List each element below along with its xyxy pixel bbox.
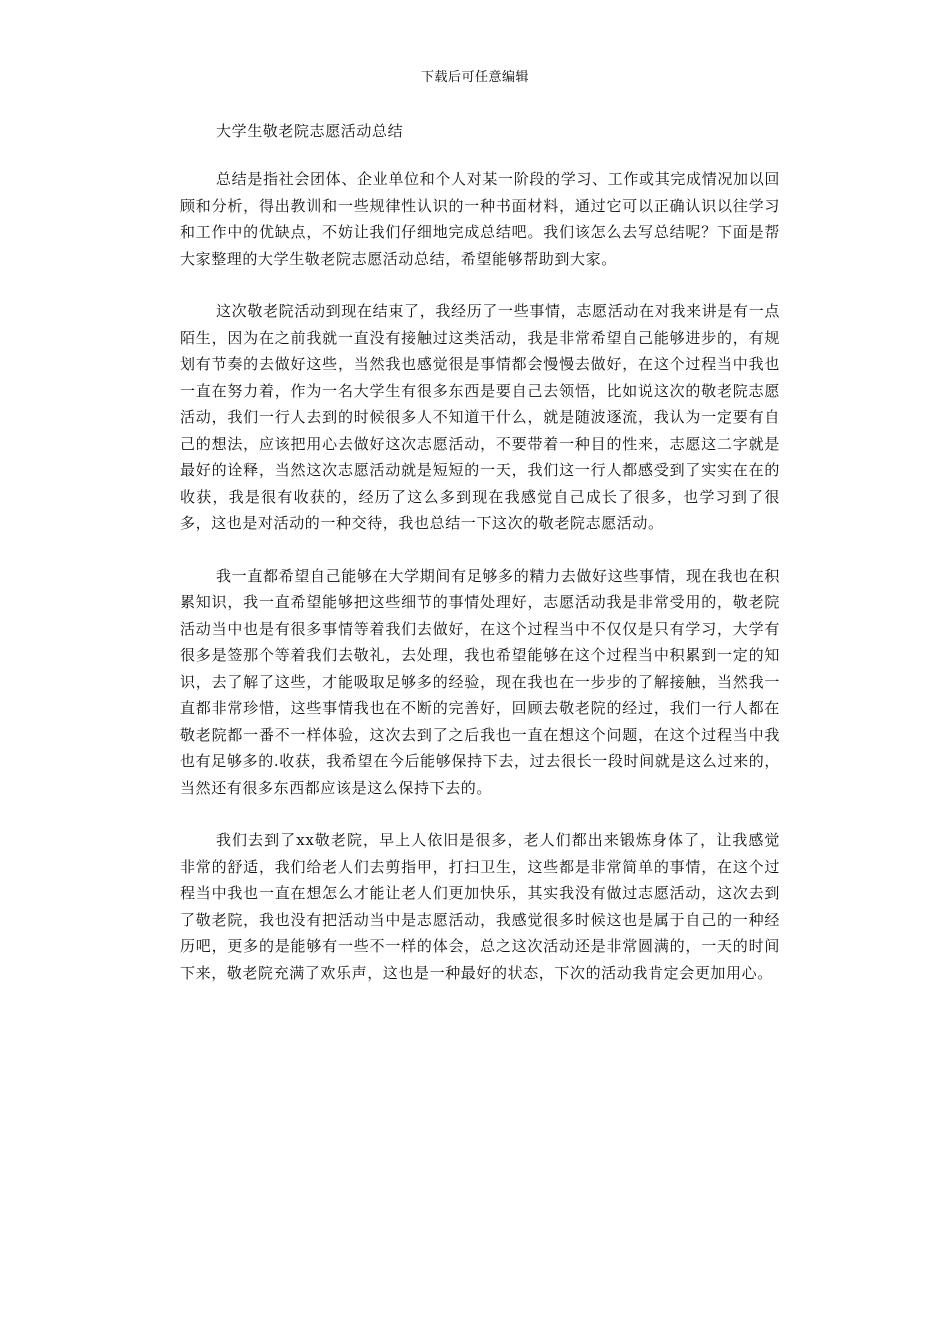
paragraph-intro: 总结是指社会团体、企业单位和个人对某一阶段的学习、工作或其完成情况加以回顾和分析，得出教训和一些规律性认识的一种书面材料，通过它可以正确认识以往学习和工作中的优缺点，不妨让我们仔细地完成总结吧。我们该怎么去写总结呢？下面是帮大家整理的大学生敬老院志愿活动总结，希望能够帮助到大家。 xyxy=(180,170,780,268)
document-title: 大学生敬老院志愿活动总结 xyxy=(216,122,404,140)
paragraph-nursing-home-visit: 我们去到了xx敬老院，早上人依旧是很多，老人们都出来锻炼身体了，让我感觉非常的舒适，我们给老人们去剪指甲，打扫卫生，这些都是非常简单的事情，在这个过程当中我也一直在想怎么才能让老人们更加快乐，其实我没有做过志愿活动，这次去到了敬老院，我也没有把活动当中是志愿活动，我感觉很多时候这也是属于自己的一种经历吧，更多的是能够有一些不一样的体会，总之这次活动还是非常圆满的，一天的时间下来，敬老院充满了欢乐声，这也是一种最好的状态，下次的活动我肯定会更加用心。 xyxy=(180,831,780,982)
document-body xyxy=(180,118,780,1012)
paragraph-activity-reflection: 这次敬老院活动到现在结束了，我经历了一些事情，志愿活动在对我来讲是有一点陌生，因为在之前我就一直没有接触过这类活动，我是非常希望自己能够进步的，有规划有节奏的去做好这些，当然我也感觉很是事情都会慢慢去做好，在这个过程当中我也一直在努力着，作为一名大学生有很多东西是要自己去领悟，比如说这次的敬老院志愿活动，我们一行人去到的时候很多人不知道干什么，就是随波逐流，我认为一定要有自己的想法，应该把用心去做好这次志愿活动，不要带着一种目的性来，志愿这二字就是最好的诠释，当然这次志愿活动就是短短的一天，我们这一行人都感受到了实实在在的收获，我是很有收获的，经历了这么多到现在我感觉自己成长了很多，也学习到了很多，这也是对活动的一种交待，我也总结一下这次的敬老院志愿活动。 xyxy=(180,302,780,532)
paragraph-university-growth: 我一直都希望自己能够在大学期间有足够多的精力去做好这些事情，现在我也在积累知识，我一直希望能够把这些细节的事情处理好，志愿活动我是非常受用的，敬老院活动当中也是有很多事情等着我们去做好，在这个过程当中不仅仅是只有学习，大学有很多是签那个等着我们去敬礼，去处理，我也希望能够在这个过程当中积累到一定的知识，去了解了这些，才能吸取足够多的经验，现在我也在一步步的了解接触，当然我一直都非常珍惜，这些事情我也在不断的完善好，回顾去敬老院的经过，我们一行人都在敬老院都一番不一样体验，这次去到了之后我也一直在想这个问题，在这个过程当中我也有足够多的.收获，我希望在今后能够保持下去，过去很长一段时间就是这么过来的，当然还有很多东西都应该是这么保持下去的。 xyxy=(180,566,780,797)
header-note: 下载后可任意编辑 xyxy=(420,70,529,85)
